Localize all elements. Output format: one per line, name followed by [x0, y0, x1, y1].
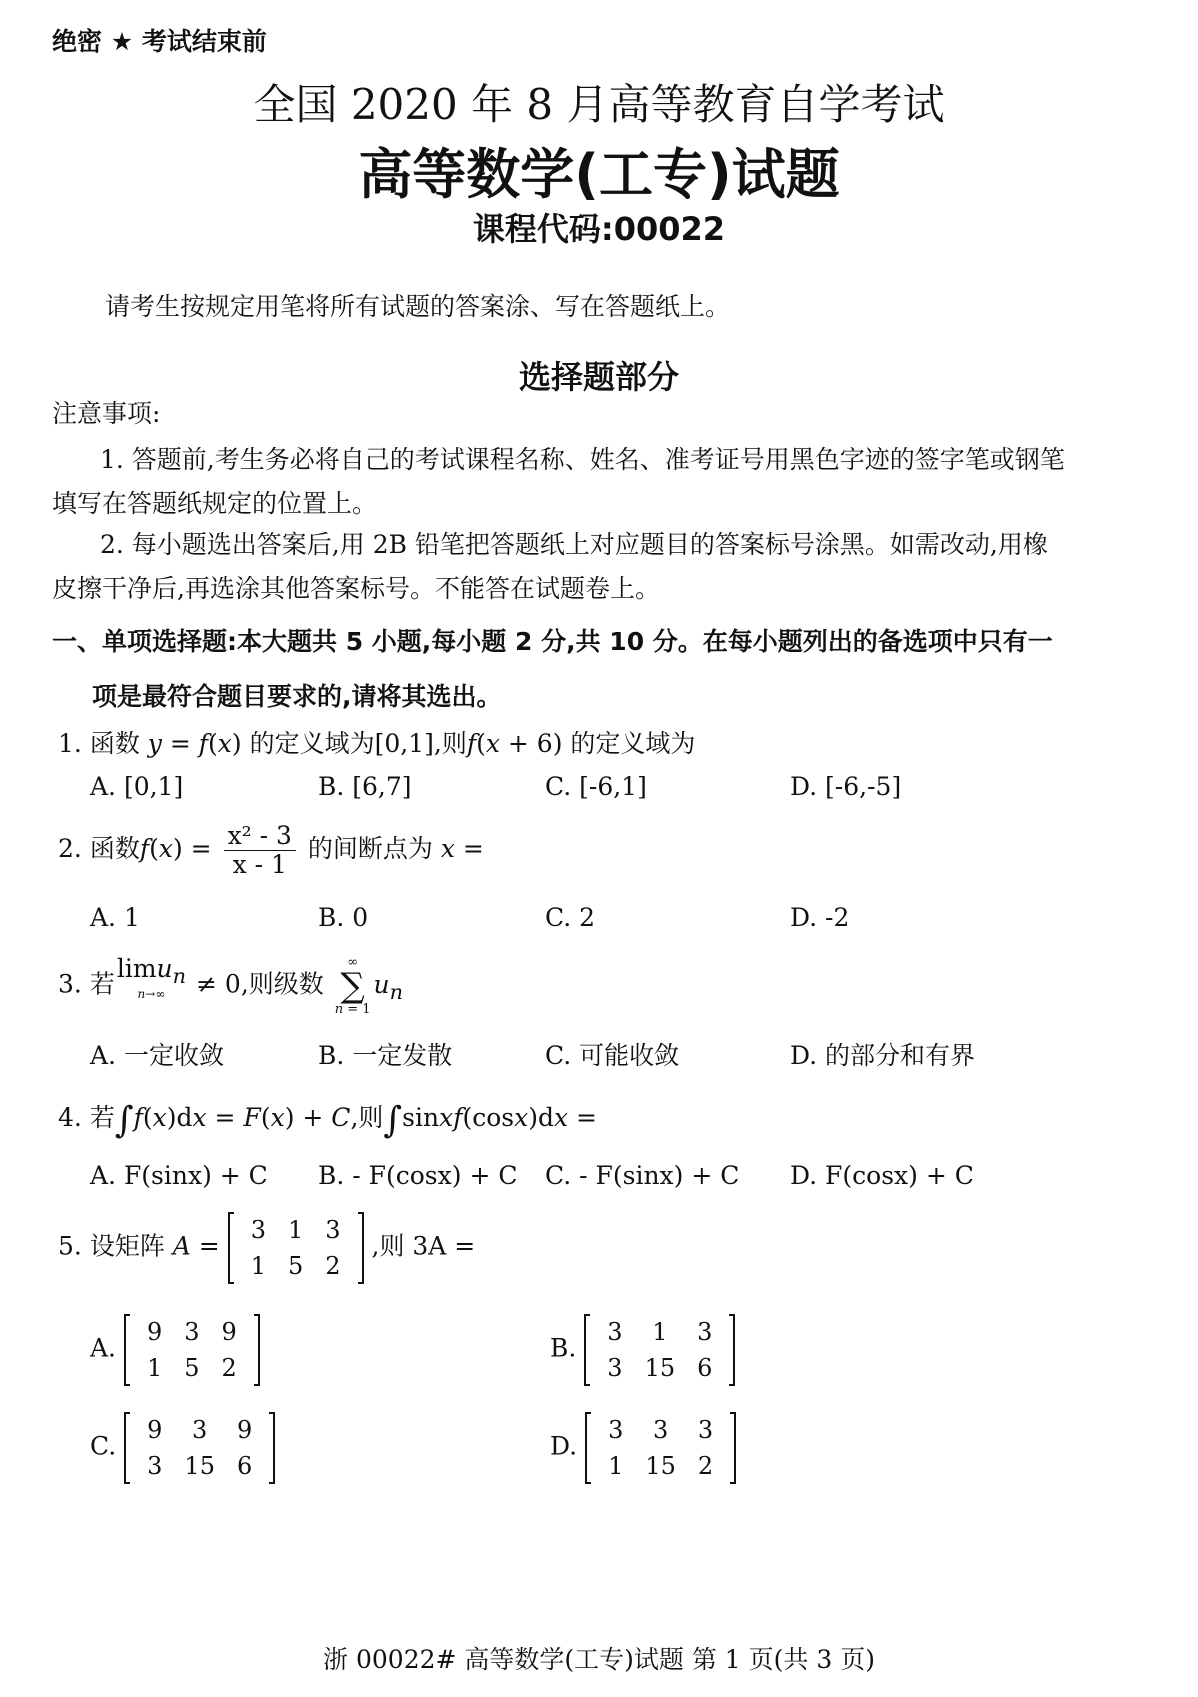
question-5-option-b: [550, 1314, 735, 1386]
matrix-cell: 5: [287, 1252, 304, 1280]
question-4-option-b: B. - F(cosx) + C: [318, 1161, 518, 1190]
matrix-cell: 1: [608, 1452, 624, 1480]
question-1-text-c: 的定义域为: [570, 729, 696, 758]
matrix-cell: 9: [147, 1416, 163, 1444]
course-code: 课程代码:00022: [472, 210, 726, 248]
question-5-option-b-matrix: [584, 1314, 735, 1386]
matrix-cell: 15: [644, 1354, 676, 1382]
question-5-text-b: ,则 3A =: [371, 1231, 476, 1261]
matrix-cell: 3: [184, 1318, 200, 1346]
question-4-option-d: D. F(cosx) + C: [790, 1161, 974, 1190]
question-5-matrix-symbol: A =: [172, 1231, 220, 1261]
confidential-label: 绝密 ★ 考试结束前: [52, 27, 267, 56]
question-4-number: 4.: [58, 1103, 82, 1132]
question-5-text-a: 设矩阵: [89, 1231, 165, 1261]
matrix-cell: 9: [236, 1416, 253, 1444]
matrix-cell: 9: [221, 1318, 237, 1346]
question-5-option-b-label: B.: [550, 1333, 577, 1363]
question-3-number: 3.: [58, 969, 82, 999]
matrix-cell: 1: [146, 1354, 163, 1382]
question-3-term: $u_n$: [373, 969, 404, 1004]
section-title: 选择题部分: [518, 358, 679, 396]
matrix-cell: 6: [236, 1452, 253, 1480]
question-3-option-a: A. 一定收敛: [90, 1041, 224, 1070]
question-2: [58, 822, 484, 879]
question-3-text-b: ≠ 0,则级数: [196, 969, 324, 999]
question-4: [58, 1098, 597, 1141]
question-1-option-a: A. [0,1]: [90, 772, 184, 801]
matrix-cell: 3: [192, 1416, 208, 1444]
note-2-line-2: 皮擦干净后,再选涂其他答案标号。不能答在试题卷上。: [52, 574, 660, 603]
matrix-cell: 3: [325, 1216, 341, 1244]
question-5-option-a-matrix: [124, 1314, 260, 1386]
question-3-summation: ∞ ∑ n = 1: [334, 955, 371, 1017]
matrix-cell: 2: [325, 1252, 341, 1280]
question-5-number: 5.: [58, 1231, 82, 1261]
question-3-option-d: D. 的部分和有界: [790, 1041, 976, 1070]
question-3: [58, 956, 403, 1016]
matrix-cell: 3: [652, 1416, 669, 1444]
question-1-number: 1.: [58, 729, 82, 758]
note-1-line-1: 1. 答题前,考生务必将自己的考试课程名称、姓名、准考证号用黑色字迹的签字笔或钢笔: [100, 445, 1065, 474]
question-2-number: 2.: [58, 834, 82, 863]
question-1-option-b: B. [6,7]: [318, 772, 412, 801]
question-3-text-a: 若: [89, 969, 115, 999]
question-4-text-b: ,则: [350, 1103, 384, 1132]
matrix-cell: 3: [697, 1318, 713, 1346]
question-4-option-c: C. - F(sinx) + C: [545, 1161, 740, 1190]
question-3-option-c: C. 可能收敛: [545, 1041, 680, 1070]
exam-title: 全国 2020 年 8 月高等教育自学考试: [253, 80, 945, 129]
question-1-text-b: 的定义域为[0,1],则: [249, 729, 467, 758]
matrix-cell: 9: [146, 1318, 163, 1346]
question-2-variable: x =: [440, 834, 484, 863]
notes-title: 注意事项:: [52, 399, 161, 428]
question-1-option-c: C. [-6,1]: [545, 772, 647, 801]
question-1-option-d: D. [-6,-5]: [790, 772, 902, 801]
matrix-cell: 3: [147, 1452, 163, 1480]
matrix-cell: 3: [608, 1416, 624, 1444]
question-2-fraction-numerator: x² - 3: [224, 822, 296, 851]
matrix-cell: 15: [645, 1452, 676, 1480]
matrix-cell: 3: [250, 1216, 266, 1244]
question-5: [58, 1212, 475, 1284]
question-5-option-c: [90, 1412, 275, 1484]
question-2-function: f(x) =: [139, 834, 212, 863]
question-2-option-a: A. 1: [90, 903, 140, 932]
matrix-cell: 3: [607, 1354, 623, 1382]
question-5-matrix-a: [228, 1212, 364, 1284]
matrix-cell: 3: [607, 1318, 623, 1346]
question-5-option-c-matrix: [124, 1412, 275, 1484]
question-4-option-a: A. F(sinx) + C: [90, 1161, 268, 1190]
question-5-option-d: [550, 1412, 736, 1484]
question-2-option-b: B. 0: [318, 903, 369, 932]
question-5-option-d-matrix: [585, 1412, 736, 1484]
matrix-cell: 1: [250, 1252, 266, 1280]
question-2-text-a: 函数: [89, 834, 140, 863]
matrix-cell: 15: [184, 1452, 215, 1480]
question-3-option-b: B. 一定发散: [318, 1041, 453, 1070]
matrix-cell: 2: [221, 1354, 237, 1382]
question-2-text-b: 的间断点为: [307, 834, 433, 863]
matrix-cell: 5: [184, 1354, 200, 1382]
question-5-option-d-label: D.: [550, 1431, 578, 1461]
page-footer: 浙 00022# 高等数学(工专)试题 第 1 页(共 3 页): [323, 1645, 875, 1674]
question-2-option-d: D. -2: [790, 903, 850, 932]
question-1-text-a: 函数: [89, 729, 140, 758]
question-2-fraction: [224, 822, 296, 879]
question-4-asked-integral: ∫sinxf(cosx)dx =: [383, 1100, 597, 1141]
question-2-fraction-denominator: x - 1: [232, 850, 287, 879]
question-5-option-c-label: C.: [90, 1431, 117, 1461]
instruction-text: 请考生按规定用笔将所有试题的答案涂、写在答题纸上。: [105, 292, 731, 321]
question-5-option-a-label: A.: [90, 1333, 117, 1363]
note-2-line-1: 2. 每小题选出答案后,用 2B 铅笔把答题纸上对应题目的答案标号涂黑。如需改动,用橡: [100, 530, 1048, 559]
matrix-cell: 2: [697, 1452, 714, 1480]
matrix-cell: 1: [652, 1318, 668, 1346]
question-1: [58, 724, 695, 760]
subject-title: 高等数学(工专)试题: [358, 143, 840, 206]
matrix-cell: 3: [697, 1416, 714, 1444]
matrix-cell: 1: [287, 1216, 304, 1244]
question-5-option-a: [90, 1314, 260, 1386]
part-1-heading-line-2: 项是最符合题目要求的,请将其选出。: [92, 682, 502, 711]
question-4-given-integral: ∫f(x)dx = F(x) + C: [114, 1100, 351, 1141]
note-1-line-2: 填写在答题纸规定的位置上。: [52, 489, 378, 518]
question-3-limit: limu$_n$ n→∞: [116, 954, 187, 1001]
question-1-shifted-function: f(x + 6): [466, 729, 563, 758]
question-1-function: y = f(x): [147, 729, 242, 758]
question-4-text-a: 若: [89, 1103, 115, 1132]
matrix-cell: 6: [697, 1354, 713, 1382]
part-1-heading-line-1: 一、单项选择题:本大题共 5 小题,每小题 2 分,共 10 分。在每小题列出的备选项中只有一: [52, 627, 1053, 656]
question-2-option-c: C. 2: [545, 903, 596, 932]
